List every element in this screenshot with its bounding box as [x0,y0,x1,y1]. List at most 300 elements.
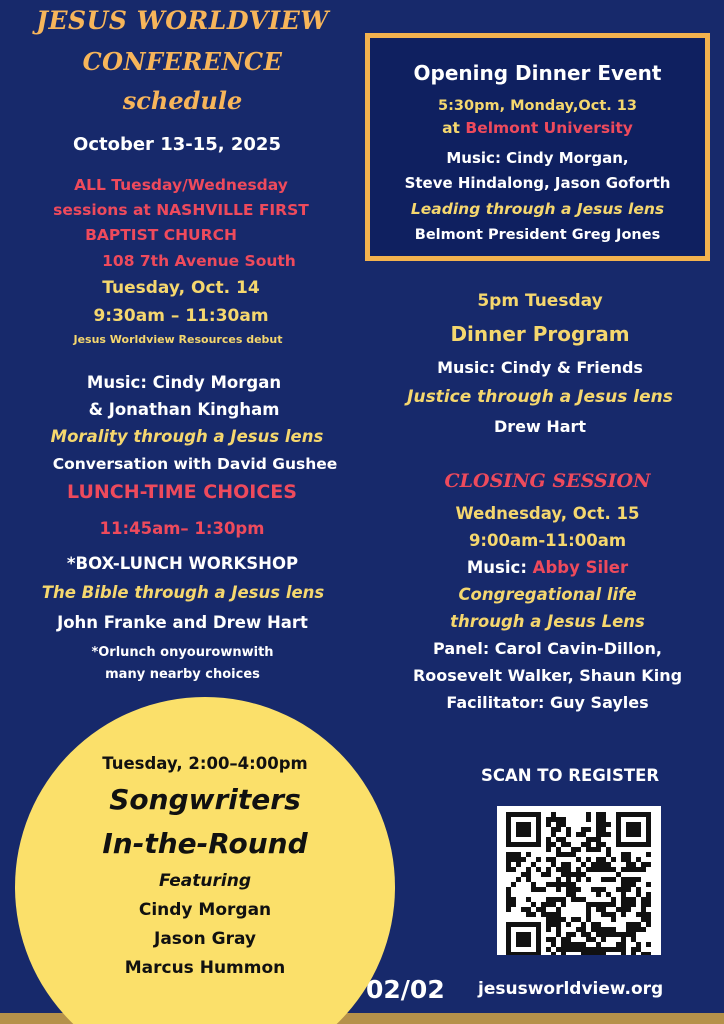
tuesday-music-line-2: & Jonathan Kingham [88,400,280,419]
opening-music-line-2: Steve Hindalong, Jason Goforth [404,174,671,192]
qr-module [526,852,531,857]
qr-module [621,877,626,882]
qr-module [626,927,631,932]
qr-module [636,927,641,932]
qr-module [616,907,621,912]
qr-module [626,897,631,902]
qr-module [621,852,626,857]
congregational-theme-1: Congregational life [458,585,637,604]
artist-marcus-hummon: Marcus Hummon [124,958,286,978]
congregational-theme-2: through a Jesus Lens [450,612,645,631]
qr-module [511,852,516,857]
qr-module [621,902,626,907]
artist-jason-gray: Jason Gray [154,929,256,949]
qr-module [601,822,606,827]
qr-module [571,917,576,922]
qr-module [556,932,561,937]
facilitator: Facilitator: Guy Sayles [446,693,649,712]
qr-module [621,892,626,897]
qr-module [631,937,636,942]
qr-module [631,882,636,887]
qr-module [606,902,611,907]
qr-module [596,892,601,897]
qr-module [551,862,556,867]
qr-module [546,872,551,877]
qr-module [591,947,596,952]
qr-module [556,877,561,882]
qr-module [626,902,631,907]
qr-module [556,917,561,922]
qr-module [606,822,611,827]
qr-module [576,847,581,852]
qr-module [516,862,521,867]
qr-module [546,822,551,827]
qr-module [646,902,651,907]
qr-module [561,872,566,877]
qr-module [541,907,546,912]
page-number: 02/02 [366,975,445,1004]
qr-module [506,902,511,907]
title-line-1: JESUS WORLDVIEW [36,6,329,35]
qr-module [551,922,556,927]
qr-module [611,927,616,932]
qr-module [521,857,526,862]
qr-module [606,832,611,837]
conversation-line: Conversation with David Gushee [52,455,338,473]
qr-module [596,902,601,907]
qr-module [621,867,626,872]
qr-module [631,862,636,867]
qr-module [541,902,546,907]
qr-module [551,882,556,887]
qr-module [576,857,581,862]
qr-module [621,912,626,917]
tuesday-dinner-time: 5pm Tuesday [477,291,603,311]
qr-module [581,862,586,867]
qr-module [586,932,591,937]
qr-module [581,872,586,877]
qr-module [576,832,581,837]
qr-module [551,917,556,922]
qr-module [546,867,551,872]
qr-module [561,937,566,942]
opening-music-line-1: Music: Cindy Morgan, [446,149,629,167]
qr-module [601,827,606,832]
qr-module [576,927,581,932]
qr-module [506,857,511,862]
qr-module [516,857,521,862]
qr-module [626,887,631,892]
belmont-president: Belmont President Greg Jones [414,227,661,243]
qr-module [551,812,556,817]
venue-line-1: ALL Tuesday/Wednesday [74,176,288,194]
qr-module [596,887,601,892]
qr-module [591,927,596,932]
qr-module [586,902,591,907]
website-link[interactable]: jesusworldview.org [478,979,664,999]
qr-module [566,882,571,887]
qr-module [546,917,551,922]
qr-module [646,897,651,902]
title-line-2: CONFERENCE [82,47,283,76]
qr-module [626,852,631,857]
qr-module [536,887,541,892]
qr-module [636,892,641,897]
qr-module [621,907,626,912]
qr-module [606,847,611,852]
qr-module [576,917,581,922]
qr-module [596,942,601,947]
qr-module [631,902,636,907]
qr-module [531,882,536,887]
qr-module [571,887,576,892]
qr-module [561,942,566,947]
qr-module [526,897,531,902]
qr-module [646,917,651,922]
qr-module [616,887,621,892]
qr-module [551,857,556,862]
songwriters-time: Tuesday, 2:00–4:00pm [102,754,308,773]
qr-module [606,927,611,932]
qr-module [556,887,561,892]
qr-module [546,847,551,852]
venue-line-2: sessions at NASHVILLE FIRST [53,201,309,219]
qr-finder-inner [516,822,531,837]
qr-module [586,817,591,822]
qr-module [556,867,561,872]
qr-module [631,897,636,902]
qr-module [546,922,551,927]
qr-module [586,867,591,872]
qr-module [606,912,611,917]
dinner-program-music: Music: Cindy & Friends [437,358,643,377]
qr-module [616,942,621,947]
qr-module [601,947,606,952]
qr-module [586,842,591,847]
qr-module [546,882,551,887]
tuesday-music-line-1: Music: Cindy Morgan [86,373,282,392]
qr-module [646,862,651,867]
qr-module [561,837,566,842]
songwriters-title-2: In-the-Round [102,827,308,860]
qr-module [646,942,651,947]
qr-module [576,867,581,872]
qr-module [591,902,596,907]
qr-module [626,882,631,887]
qr-module [591,922,596,927]
qr-module [611,877,616,882]
qr-module [566,932,571,937]
qr-module [541,887,546,892]
qr-module [601,817,606,822]
qr-finder-inner [516,932,531,947]
qr-module [526,867,531,872]
opening-dinner-location [370,119,705,137]
panel-line-2: Roosevelt Walker, Shaun King [412,666,683,685]
qr-module [636,857,641,862]
qr-module [561,817,566,822]
leading-theme: Leading through a Jesus lens [410,200,665,218]
qr-module [586,847,591,852]
qr-module [606,892,611,897]
qr-module [586,917,591,922]
qr-module [531,912,536,917]
qr-module [551,842,556,847]
qr-module [596,932,601,937]
qr-module [506,862,511,867]
qr-module [511,857,516,862]
qr-module [566,922,571,927]
qr-module [571,897,576,902]
qr-module [576,897,581,902]
qr-module [636,912,641,917]
qr-module [646,882,651,887]
qr-module [561,917,566,922]
qr-module [571,847,576,852]
qr-module [601,937,606,942]
qr-module [586,907,591,912]
qr-module [556,852,561,857]
closing-music [370,558,724,577]
justice-theme: Justice through a Jesus lens [407,387,673,407]
qr-module [601,867,606,872]
qr-module [621,887,626,892]
qr-module [556,847,561,852]
qr-module [601,907,606,912]
qr-module [591,837,596,842]
qr-module [611,917,616,922]
qr-module [556,817,561,822]
qr-module [636,877,641,882]
lunch-time: 11:45am– 1:30pm [99,519,265,538]
qr-module [556,837,561,842]
qr-module [596,862,601,867]
qr-module [626,922,631,927]
qr-module [601,902,606,907]
qr-module [546,937,551,942]
opening-dinner-box [365,33,710,261]
qr-module [631,947,636,952]
qr-module [566,947,571,952]
qr-module [566,872,571,877]
qr-module [576,947,581,952]
qr-module [511,897,516,902]
qr-module [626,932,631,937]
panel-line-1: Panel: Carol Cavin-Dillon, [433,639,662,658]
opening-dinner-title: Opening Dinner Event [413,61,662,85]
qr-module [641,912,646,917]
qr-module [596,847,601,852]
qr-module [571,892,576,897]
qr-module [561,902,566,907]
qr-module [561,852,566,857]
qr-module [556,822,561,827]
qr-module [596,857,601,862]
qr-module [601,932,606,937]
qr-module [606,947,611,952]
qr-module [596,822,601,827]
closing-heading: CLOSING SESSION [444,470,651,492]
qr-module [641,917,646,922]
qr-module [551,902,556,907]
qr-module [581,927,586,932]
qr-module [516,852,521,857]
qr-module [551,827,556,832]
qr-module [591,887,596,892]
qr-module [646,912,651,917]
qr-module [601,862,606,867]
qr-module [571,852,576,857]
abby-siler: Abby Siler [532,558,629,577]
qr-module [556,907,561,912]
qr-module [596,947,601,952]
qr-module [611,867,616,872]
qr-module [546,947,551,952]
qr-module [596,837,601,842]
songwriters-title-1: Songwriters [109,783,301,816]
qr-module [586,947,591,952]
qr-module [566,832,571,837]
qr-module [641,927,646,932]
qr-module [521,907,526,912]
drew-hart: Drew Hart [493,417,587,436]
venue-line-3: BAPTIST CHURCH [85,226,237,244]
qr-module [596,927,601,932]
qr-module [526,912,531,917]
qr-module [541,872,546,877]
qr-module [566,842,571,847]
qr-module [611,947,616,952]
qr-module [556,912,561,917]
qr-module [506,867,511,872]
qr-module [621,932,626,937]
qr-module [556,927,561,932]
closing-time: 9:00am-11:00am [468,531,627,550]
qr-module [616,872,621,877]
qr-module [506,852,511,857]
qr-module [546,817,551,822]
qr-module [516,877,521,882]
belmont-university: Belmont University [465,119,633,137]
qr-module [581,922,586,927]
qr-module [586,812,591,817]
qr-module [616,947,621,952]
qr-module [601,832,606,837]
qr-module [641,907,646,912]
qr-module [616,932,621,937]
qr-module [596,867,601,872]
qr-module [556,827,561,832]
lunch-alt-line-1: *Orlunch onyourownwith [91,645,274,660]
qr-module [591,867,596,872]
resources-debut: Jesus Worldview Resources debut [73,333,283,346]
qr-module [586,877,591,882]
qr-module [531,887,536,892]
qr-module [646,892,651,897]
qr-module [551,832,556,837]
qr-module [596,922,601,927]
qr-module [626,867,631,872]
box-lunch-workshop: *BOX-LUNCH WORKSHOP [66,554,299,573]
qr-module [551,942,556,947]
qr-module [576,872,581,877]
qr-module [556,922,561,927]
qr-module [581,832,586,837]
qr-module [601,877,606,882]
qr-module [601,912,606,917]
qr-module [596,907,601,912]
qr-module [531,902,536,907]
qr-module [626,857,631,862]
qr-module [566,892,571,897]
qr-module [581,947,586,952]
qr-module [546,842,551,847]
title-line-3: schedule [122,86,243,115]
qr-module [536,907,541,912]
qr-module [611,897,616,902]
qr-module [576,877,581,882]
tuesday-time: 9:30am – 11:30am [93,306,269,326]
qr-module [626,862,631,867]
qr-module [606,862,611,867]
qr-module [591,847,596,852]
qr-module [631,927,636,932]
qr-module [601,857,606,862]
qr-module [561,862,566,867]
qr-module [631,922,636,927]
qr-module [611,912,616,917]
qr-module [636,867,641,872]
qr-module [646,922,651,927]
qr-module [596,827,601,832]
qr-module [561,882,566,887]
qr-module [586,857,591,862]
qr-module [621,942,626,947]
qr-module [596,842,601,847]
qr-module [621,857,626,862]
qr-module [596,817,601,822]
qr-module [571,872,576,877]
qr-module [511,867,516,872]
qr-module [566,942,571,947]
dinner-program-title: Dinner Program [450,322,630,346]
workshop-presenters: John Franke and Drew Hart [57,613,308,632]
qr-module [636,887,641,892]
qr-module [506,907,511,912]
qr-code[interactable] [497,806,661,964]
qr-module [551,912,556,917]
qr-module [606,932,611,937]
qr-module [641,867,646,872]
qr-module [566,877,571,882]
qr-module [511,902,516,907]
qr-module [546,837,551,842]
qr-module [621,897,626,902]
morality-theme: Morality through a Jesus lens [50,427,324,446]
qr-module [641,902,646,907]
qr-finder-inner [626,822,641,837]
qr-module [546,912,551,917]
qr-module [566,852,571,857]
qr-module [556,947,561,952]
qr-module [566,862,571,867]
qr-module [641,862,646,867]
qr-module [621,947,626,952]
qr-module [606,867,611,872]
lunch-alt-line-2: many nearby choices [105,667,260,682]
qr-module [571,947,576,952]
qr-module [541,912,546,917]
